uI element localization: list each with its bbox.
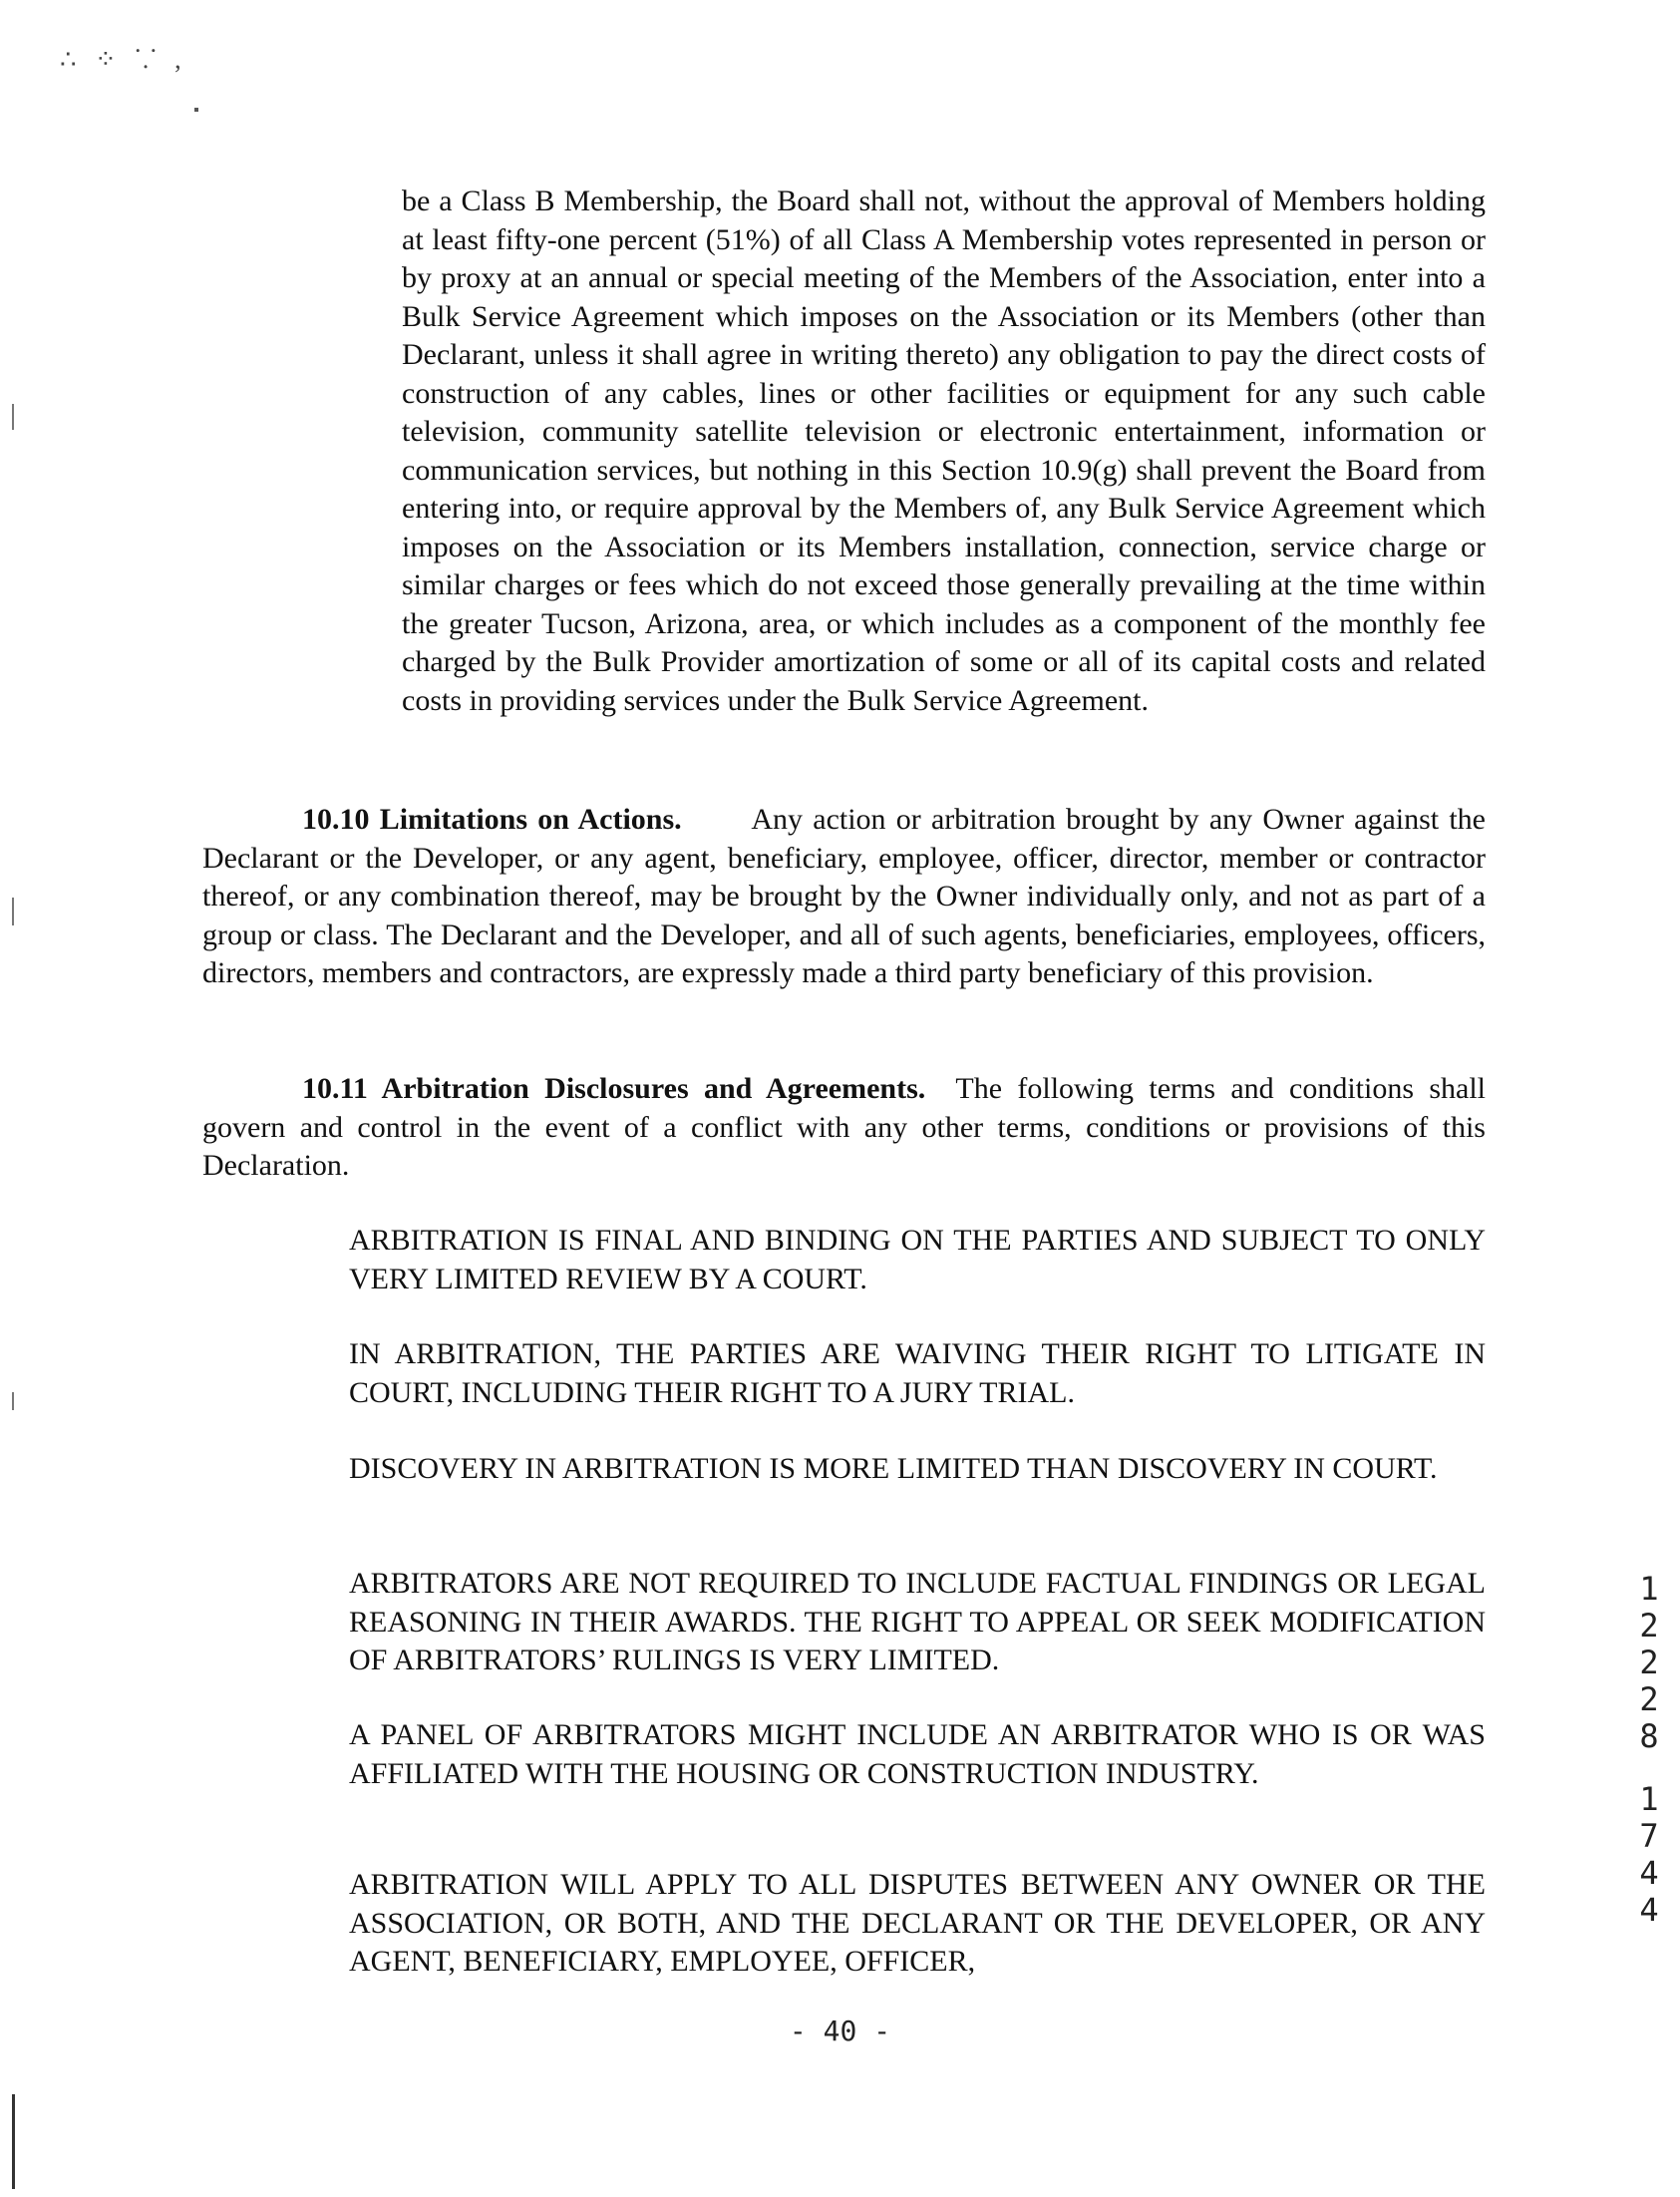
margin-mark — [12, 404, 14, 430]
recording-digit: 2 — [1639, 1644, 1659, 1681]
disclosure-item: ARBITRATION IS FINAL AND BINDING ON THE PARTIES AND SUBJECT TO ONLY VERY LIMITED REVIEW BY A COURT. — [349, 1224, 1486, 1295]
recording-digit: 8 — [1639, 1717, 1659, 1755]
disclosure-item: ARBITRATORS ARE NOT REQUIRED TO INCLUDE FACTUAL FINDINGS OR LEGAL REASONING IN THEIR AWARDS. THE RIGHT TO APPEAL OR SEEK MODIFICATION OF ARBITRATORS’ RULINGS IS VERY LIMITED. — [349, 1567, 1486, 1676]
scan-artifact-dot — [194, 108, 198, 112]
recording-digit: 2 — [1639, 1607, 1659, 1645]
section-10-9g-continuation: be a Class B Membership, the Board shall not, without the approval of Members holding at least fifty-one percent (51%) of all Class A Membership votes represented in person or by proxy at an annual or special meeting of the Members of the Association, enter into a Bulk Service Agreement which imposes on the Association or its Members (other than Declarant, unless it shall agree in writing thereto) any obligation to pay the direct costs of construction of any cables, lines or other facilities or equipment for any such cable television, community satellite television or electronic entertainment, information or communication services, but nothing in this Section 10.9(g) shall prevent the Board from entering into, or require approval by the Members of, any Bulk Service Agreement which imposes on the Association or its Members installation, connection, service charge or similar charges or fees which do not exceed those generally prevailing at the time within the greater Tucson, Arizona, area, or which includes as a component of the monthly fee charged by the Bulk Provider amortization of some or all of its capital costs and related costs in providing services under the Bulk Service Agreement. — [402, 184, 1486, 717]
scan-artifact-specks: ∴ ⁘ ⸪ , — [60, 45, 187, 74]
margin-mark — [12, 898, 14, 925]
recording-number-stamp — [1635, 1571, 1663, 1929]
recording-digit: 1 — [1639, 1570, 1659, 1608]
disclosure-item: A PANEL OF ARBITRATORS MIGHT INCLUDE AN ARBITRATOR WHO IS OR WAS AFFILIATED WITH THE HOUSING OR CONSTRUCTION INDUSTRY. — [349, 1718, 1486, 1790]
page-number: - 40 - — [789, 2014, 891, 2047]
recording-digit: 4 — [1639, 1891, 1659, 1929]
scan-edge-line — [12, 2094, 15, 2189]
recording-digit: 4 — [1639, 1854, 1659, 1892]
section-10-10-body: Any action or arbitration brought by any Owner against the Declarant or the Developer, or any agent, beneficiary, employee, officer, director, member or contractor thereof, or any combination thereof, may be brought by the Owner individually only, and not as part of a group or class. The Declarant and the Developer, and all of such agents, beneficiaries, employees, officers, directors, members and contractors, are expressly made a third party beneficiary of this provision. — [202, 803, 1486, 989]
section-10-11 — [202, 1070, 1486, 1186]
section-10-11-body: The following terms and conditions shall govern and control in the event of a conflict with any other terms, conditions or provisions of this Declaration. — [202, 1072, 1486, 1182]
margin-mark — [12, 1392, 14, 1410]
recording-number-gap — [1635, 1755, 1663, 1781]
recording-digit: 7 — [1639, 1817, 1659, 1855]
disclosure-item: ARBITRATION WILL APPLY TO ALL DISPUTES BETWEEN ANY OWNER OR THE ASSOCIATION, OR BOTH, AND THE DECLARANT OR THE DEVELOPER, OR ANY AGENT, BENEFICIARY, EMPLOYEE, OFFICER, — [349, 1868, 1486, 1978]
section-10-10 — [202, 801, 1486, 993]
disclosure-item: DISCOVERY IN ARBITRATION IS MORE LIMITED THAN DISCOVERY IN COURT. — [349, 1452, 1438, 1485]
recording-digit: 2 — [1639, 1680, 1659, 1718]
section-10-11-heading: 10.11 Arbitration Disclosures and Agreements. — [302, 1072, 926, 1105]
disclosure-item: IN ARBITRATION, THE PARTIES ARE WAIVING THEIR RIGHT TO LITIGATE IN COURT, INCLUDING THEIR RIGHT TO A JURY TRIAL. — [349, 1337, 1486, 1409]
recording-digit: 1 — [1639, 1780, 1659, 1818]
section-10-10-heading: 10.10 Limitations on Actions. — [302, 803, 682, 836]
